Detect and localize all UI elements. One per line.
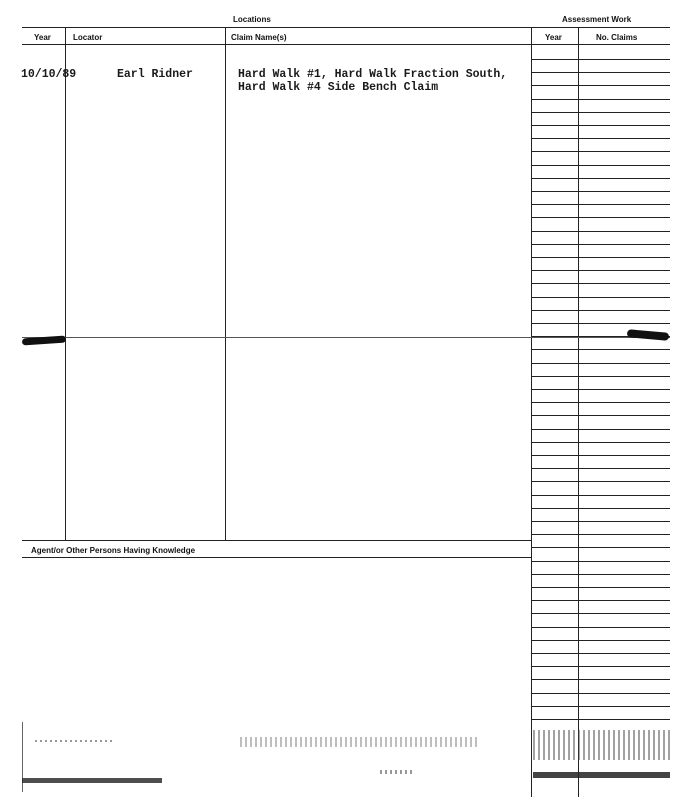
assessment-rule	[531, 415, 670, 416]
assessment-rule	[531, 310, 670, 311]
assessment-rule	[531, 521, 670, 522]
col-header-claim-names: Claim Name(s)	[231, 33, 287, 42]
assessment-rule	[531, 587, 670, 588]
assessment-rule	[531, 257, 670, 258]
assessment-rule	[531, 217, 670, 218]
assessment-rule	[531, 600, 670, 601]
assessment-rule	[531, 376, 670, 377]
assessment-rule	[531, 323, 670, 324]
assessment-rule	[531, 429, 670, 430]
assessment-rule	[531, 613, 670, 614]
header-bottom-rule	[22, 44, 670, 45]
assessment-rule	[531, 125, 670, 126]
assessment-rule	[531, 666, 670, 667]
entry-claims-line-1: Hard Walk #1, Hard Walk Fraction South,	[238, 68, 508, 81]
assessment-rule	[531, 679, 670, 680]
assessment-rule	[531, 270, 670, 271]
assessment-rule	[531, 363, 670, 364]
assessment-rule	[531, 719, 670, 720]
entry-locator: Earl Ridner	[117, 68, 193, 81]
assessment-rule	[531, 574, 670, 575]
scan-noise-row-1	[35, 740, 115, 742]
entry-year: 10/10/89	[21, 68, 77, 81]
assessment-rule	[531, 534, 670, 535]
scan-noise-row-4	[380, 770, 415, 774]
assessment-rule	[531, 402, 670, 403]
assessment-work-label: Assessment Work	[562, 15, 632, 24]
col-header-locator: Locator	[73, 33, 103, 42]
assessment-rule	[531, 99, 670, 100]
assessment-rule	[531, 640, 670, 641]
entry-claims-line-2: Hard Walk #4 Side Bench Claim	[238, 81, 439, 94]
assessment-rule	[531, 244, 670, 245]
assessment-rule	[531, 468, 670, 469]
assessment-rule	[531, 547, 670, 548]
assessment-rule	[531, 349, 670, 350]
bottom-border	[22, 778, 162, 783]
assessment-rule	[531, 204, 670, 205]
assessment-rule	[531, 653, 670, 654]
col-header-no-claims: No. Claims	[596, 33, 638, 42]
scan-noise-row-3	[533, 730, 670, 760]
assessment-rule	[531, 112, 670, 113]
bottom-border-right	[533, 772, 670, 778]
col-header-year: Year	[34, 33, 51, 42]
agent-section-label: Agent/or Other Persons Having Knowledge	[31, 546, 196, 555]
header-top-rule	[22, 27, 670, 28]
assessment-rule	[531, 706, 670, 707]
assessment-rule	[531, 455, 670, 456]
assessment-rule	[531, 442, 670, 443]
assessment-rule	[531, 178, 670, 179]
assessment-rule	[531, 693, 670, 694]
fold-line	[22, 337, 670, 338]
assessment-rule	[531, 59, 670, 60]
right-ink-smudge	[627, 329, 670, 341]
assessment-rule	[531, 297, 670, 298]
assessment-rule	[531, 389, 670, 390]
assessment-rule	[531, 85, 670, 86]
assessment-rule	[531, 283, 670, 284]
assessment-rule	[531, 508, 670, 509]
assessment-rule	[531, 151, 670, 152]
assessment-rule	[531, 561, 670, 562]
divider-assessment-year-noclaims	[578, 27, 579, 797]
assessment-rule	[531, 231, 670, 232]
assessment-rule	[531, 495, 670, 496]
assessment-rule	[531, 627, 670, 628]
agent-section-bottom-rule	[22, 557, 531, 558]
col-header-assessment-year: Year	[545, 33, 562, 42]
divider-locator-claims	[225, 27, 226, 540]
assessment-rule	[531, 191, 670, 192]
assessment-rule	[531, 72, 670, 73]
locations-label: Locations	[233, 15, 271, 24]
assessment-rule	[531, 481, 670, 482]
assessment-rule	[531, 165, 670, 166]
scan-noise-row-2	[240, 737, 480, 747]
divider-claims-assessment	[531, 27, 532, 797]
assessment-rule	[531, 138, 670, 139]
agent-section-top-rule	[22, 540, 531, 541]
divider-year-locator	[65, 27, 66, 540]
